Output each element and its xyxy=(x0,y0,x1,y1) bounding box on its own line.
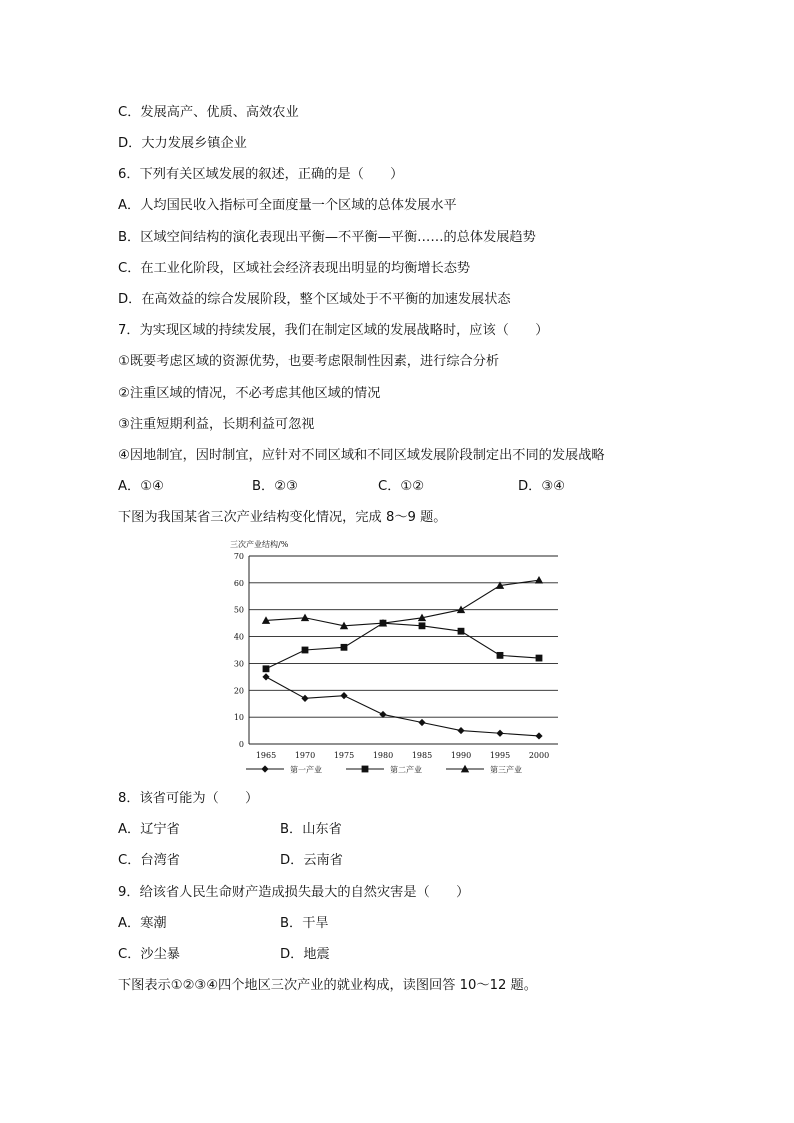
y-tick-label: 40 xyxy=(233,632,244,642)
y-tick-label: 0 xyxy=(238,740,244,749)
data-point-0 xyxy=(535,732,542,739)
x-tick-label: 1975 xyxy=(333,751,355,760)
question-6-option-b: B．区域空间结构的演化表现出平衡—不平衡—平衡……的总体发展趋势 xyxy=(118,230,536,245)
question-9-option-a: A．寒潮 xyxy=(118,916,167,931)
data-point-1 xyxy=(458,628,465,635)
y-tick-label: 60 xyxy=(233,578,244,588)
question-9-option-d: D．地震 xyxy=(280,947,330,962)
question-9-option-b: B．干旱 xyxy=(280,916,329,931)
question-7-statement-4: ④因地制宜，因时制宜，应针对不同区域和不同区域发展阶段制定出不同的发展战略 xyxy=(118,448,605,463)
data-point-1 xyxy=(302,647,309,654)
legend-label-2: 第三产业 xyxy=(490,765,522,775)
question-7-option-c: C．①② xyxy=(378,479,425,494)
y-tick-label: 10 xyxy=(233,713,244,723)
x-tick-label: 1965 xyxy=(255,751,277,760)
legend-label-0: 第一产业 xyxy=(290,765,322,775)
legend-label-1: 第二产业 xyxy=(390,765,422,775)
data-point-1 xyxy=(419,622,426,629)
y-tick-label: 20 xyxy=(233,686,244,696)
question-8-stem: 8．该省可能为（ ） xyxy=(118,791,259,806)
question-8-option-d: D．云南省 xyxy=(280,853,343,868)
line-1: D．大力发展乡镇企业 xyxy=(118,136,247,151)
x-tick-label: 1985 xyxy=(411,751,433,760)
data-point-0 xyxy=(262,673,269,680)
question-6-option-d: D．在高效益的综合发展阶段，整个区域处于不平衡的加速发展状态 xyxy=(118,292,511,307)
question-7-statement-1: ①既要考虑区域的资源优势，也要考虑限制性因素，进行综合分析 xyxy=(118,354,500,369)
next-figure-intro: 下图表示①②③④四个地区三次产业的就业构成，读图回答 10～12 题。 xyxy=(118,978,537,993)
data-point-2 xyxy=(301,614,309,622)
question-7-statement-2: ②注重区域的情况，不必考虑其他区域的情况 xyxy=(118,386,381,401)
x-tick-label: 1980 xyxy=(372,751,394,760)
x-tick-label: 2000 xyxy=(528,751,550,760)
y-tick-label: 50 xyxy=(233,605,244,615)
x-tick-label: 1990 xyxy=(450,751,472,760)
question-9-option-c: C．沙尘暴 xyxy=(118,947,180,962)
data-point-1 xyxy=(341,644,348,651)
y-axis-label: 三次产业结构/% xyxy=(230,540,289,549)
question-8-option-a: A．辽宁省 xyxy=(118,822,180,837)
question-7-statement-3: ③注重短期利益，长期利益可忽视 xyxy=(118,417,315,432)
data-point-1 xyxy=(497,652,504,659)
question-7-option-a: A．①④ xyxy=(118,479,164,494)
question-8-option-c: C．台湾省 xyxy=(118,853,180,868)
y-tick-label: 30 xyxy=(233,659,244,669)
series-line-0 xyxy=(266,677,539,736)
x-tick-label: 1995 xyxy=(489,751,511,760)
legend-marker-1 xyxy=(362,766,369,773)
chart-intro: 下图为我国某省三次产业结构变化情况，完成 8～9 题。 xyxy=(118,510,447,525)
question-7-stem: 7．为实现区域的持续发展，我们在制定区域的发展战略时，应该（ ） xyxy=(118,323,549,338)
data-point-1 xyxy=(263,665,270,672)
question-9-stem: 9．给该省人民生命财产造成损失最大的自然灾害是（ ） xyxy=(118,885,470,900)
chart-svg xyxy=(228,536,568,781)
data-point-1 xyxy=(536,655,543,662)
data-point-0 xyxy=(457,727,464,734)
x-tick-label: 1970 xyxy=(294,751,316,760)
industry-structure-chart xyxy=(228,536,568,781)
question-6-option-c: C．在工业化阶段，区域社会经济表现出明显的均衡增长态势 xyxy=(118,261,471,276)
legend-marker-0 xyxy=(261,765,268,772)
data-point-0 xyxy=(418,719,425,726)
data-point-0 xyxy=(301,695,308,702)
question-7-option-d: D．③④ xyxy=(518,479,565,494)
question-6-stem: 6．下列有关区域发展的叙述，正确的是（ ） xyxy=(118,167,404,182)
data-point-0 xyxy=(496,730,503,737)
question-8-option-b: B．山东省 xyxy=(280,822,342,837)
data-point-0 xyxy=(340,692,347,699)
question-6-option-a: A．人均国民收入指标可全面度量一个区域的总体发展水平 xyxy=(118,198,457,213)
data-point-2 xyxy=(535,576,543,584)
question-7-option-b: B．②③ xyxy=(252,479,298,494)
series-line-1 xyxy=(266,623,539,669)
y-tick-label: 70 xyxy=(233,552,244,561)
line-0: C．发展高产、优质、高效农业 xyxy=(118,105,299,120)
